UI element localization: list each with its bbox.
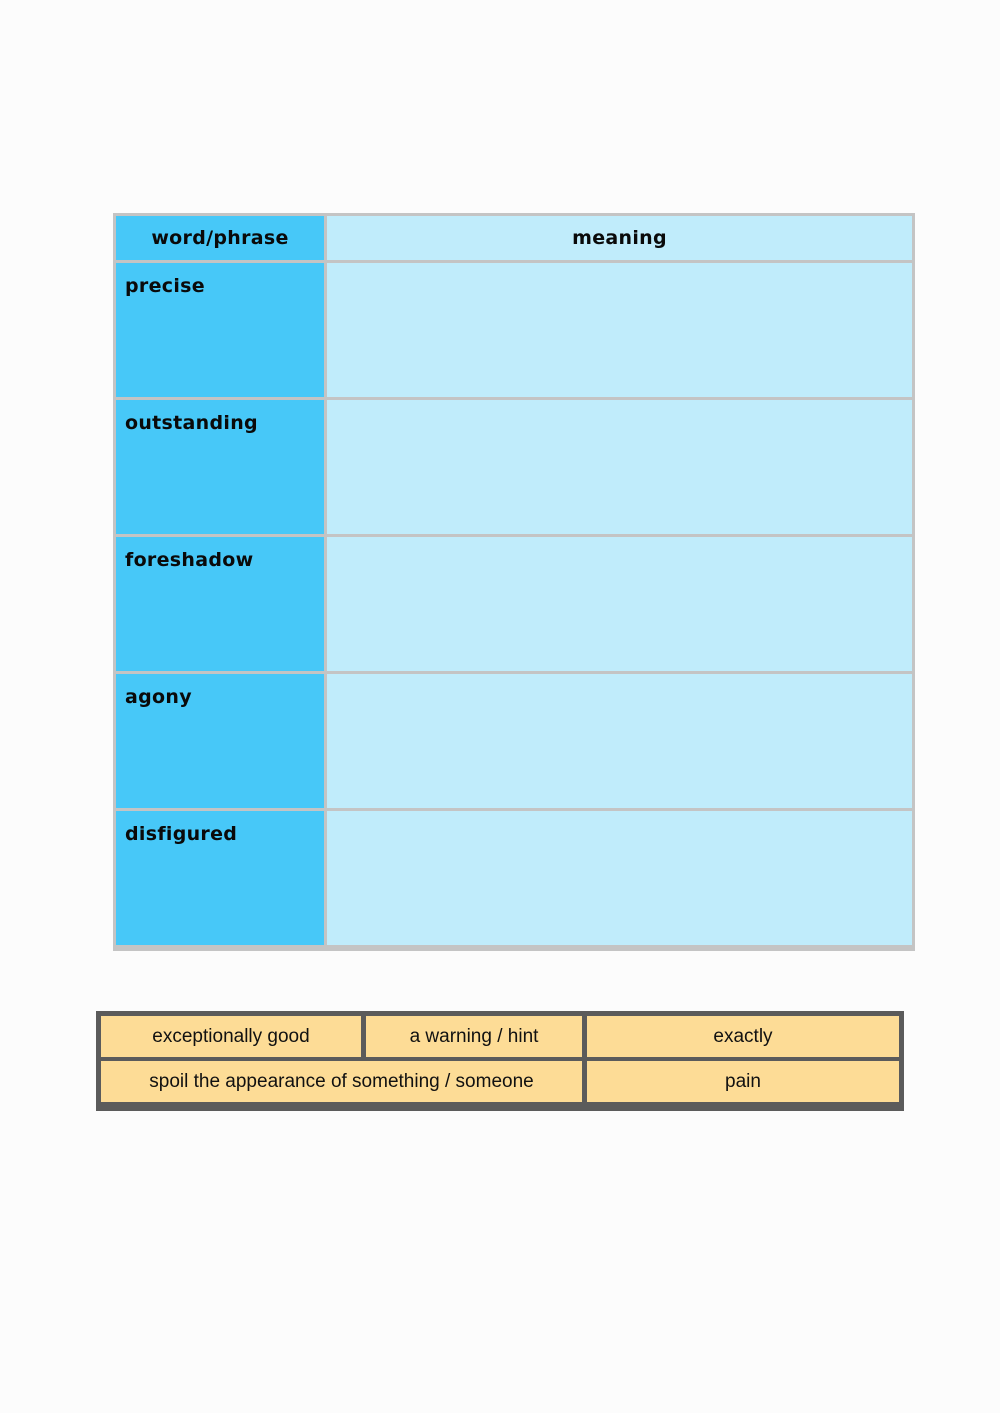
table-row [116, 674, 912, 808]
meaning-drop-zone-foreshadow[interactable] [327, 537, 912, 671]
meaning-drop-zone-precise[interactable] [327, 263, 912, 397]
table-row [116, 811, 912, 945]
vocabulary-table [113, 213, 915, 951]
table-row [116, 400, 912, 534]
answer-bank-row [101, 1016, 899, 1057]
meaning-column-header: meaning [327, 216, 912, 260]
answer-bank-row [101, 1061, 899, 1102]
table-row [116, 537, 912, 671]
answer-tile-pain[interactable]: pain [587, 1061, 899, 1102]
answer-bank [96, 1011, 904, 1111]
word-cell-precise: precise [116, 263, 324, 397]
word-cell-agony: agony [116, 674, 324, 808]
meaning-drop-zone-outstanding[interactable] [327, 400, 912, 534]
answer-tile-exceptionally-good[interactable]: exceptionally good [101, 1016, 361, 1057]
word-cell-foreshadow: foreshadow [116, 537, 324, 671]
word-cell-outstanding: outstanding [116, 400, 324, 534]
meaning-drop-zone-disfigured[interactable] [327, 811, 912, 945]
answer-tile-a-warning-hint[interactable]: a warning / hint [366, 1016, 582, 1057]
word-column-header: word/phrase [116, 216, 324, 260]
word-cell-disfigured: disfigured [116, 811, 324, 945]
answer-tile-spoil-the-appearance[interactable]: spoil the appearance of something / someone [101, 1061, 582, 1102]
table-row [116, 263, 912, 397]
meaning-drop-zone-agony[interactable] [327, 674, 912, 808]
answer-tile-exactly[interactable]: exactly [587, 1016, 899, 1057]
table-header-row [116, 216, 912, 260]
